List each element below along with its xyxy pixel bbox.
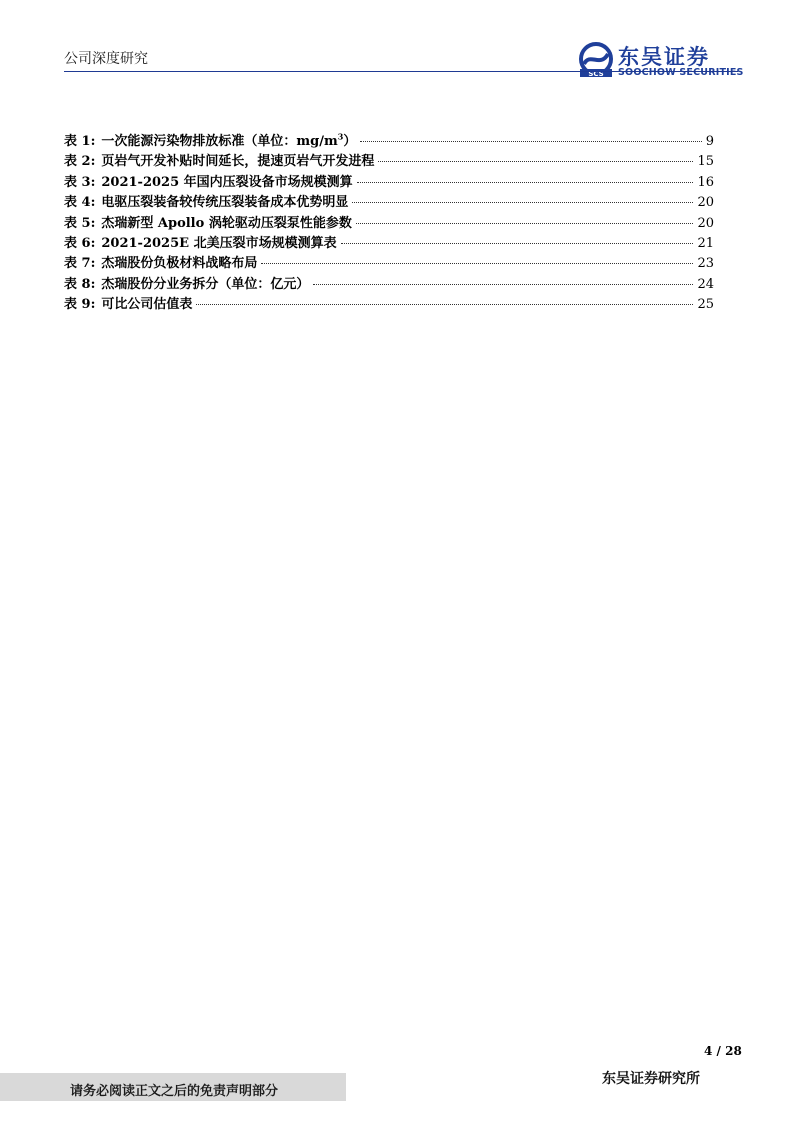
toc-entry-label: 表 6: [64,235,96,251]
toc-entry-label: 表 5: [64,215,96,231]
toc-entry-page: 16 [697,174,714,190]
toc-entry-label: 表 1: [64,134,96,149]
toc-entry-page: 25 [697,297,714,313]
footer-disclaimer: 请务必阅读正文之后的免责声明部分 [70,1084,279,1099]
dot-leader [196,304,693,305]
toc-entry-label: 表 8: [64,276,96,292]
logo-chinese-name: 东吴证券 [618,45,710,69]
toc-entry-title: 页岩气开发补贴时间延长，提速页岩气开发进程 [101,154,375,170]
toc-entry-page: 20 [697,195,714,211]
toc-entry[interactable] [64,191,714,211]
toc-entry-page: 21 [697,235,714,251]
toc-entry-title: 可比公司估值表 [101,297,193,313]
toc-entry-page: 20 [697,215,714,231]
toc-entry-label: 表 7: [64,256,96,272]
dot-leader [357,182,694,183]
report-type-label: 公司深度研究 [64,51,148,67]
superscript: 3 [337,131,344,142]
toc-entry-page: 24 [697,276,714,292]
dot-leader [313,284,693,285]
dot-leader [261,263,693,264]
toc-entry[interactable] [64,252,714,272]
toc-entry-title: 电驱压裂装备较传统压裂装备成本优势明显 [101,195,349,211]
toc-entry-title: 2021-2025 年国内压裂设备市场规模测算 [101,174,353,190]
toc-entry-label: 表 9: [64,297,96,313]
dot-leader [360,141,701,142]
svg-text:SCS: SCS [588,70,604,78]
dot-leader [378,161,693,162]
toc-entry[interactable] [64,232,714,252]
toc-entry[interactable] [64,171,714,191]
footer-institute: 东吴证券研究所 [602,1071,700,1087]
dot-leader [356,223,694,224]
toc-entry-label: 表 2: [64,154,96,170]
toc-entry-page: 23 [697,256,714,272]
table-of-tables [64,130,714,314]
logo-mark-icon [578,42,614,78]
toc-entry-title: 杰瑞股份负极材料战略布局 [101,256,258,272]
toc-entry[interactable] [64,212,714,232]
toc-entry-label: 表 4: [64,195,96,211]
toc-entry[interactable] [64,293,714,313]
toc-entry[interactable] [64,130,714,150]
dot-leader [341,243,694,244]
logo-english-name: SOOCHOW SECURITIES [618,67,744,78]
header-divider [64,71,738,72]
page-indicator: 4 / 28 [704,1044,742,1058]
toc-entry-page: 9 [705,134,714,149]
toc-entry-title: 一次能源污染物排放标准（单位：$mg/m^3$） [101,131,357,149]
toc-entry[interactable] [64,150,714,170]
toc-entry-title: 杰瑞新型 Apollo 涡轮驱动压裂泵性能参数 [101,215,352,231]
toc-entry[interactable] [64,273,714,293]
toc-entry-title: 2021-2025E 北美压裂市场规模测算表 [101,235,337,251]
company-logo [578,42,744,82]
toc-entry-label: 表 3: [64,174,96,190]
toc-entry-title: 杰瑞股份分业务拆分（单位：亿元） [101,276,310,292]
toc-entry-page: 15 [697,154,714,170]
dot-leader [352,202,693,203]
